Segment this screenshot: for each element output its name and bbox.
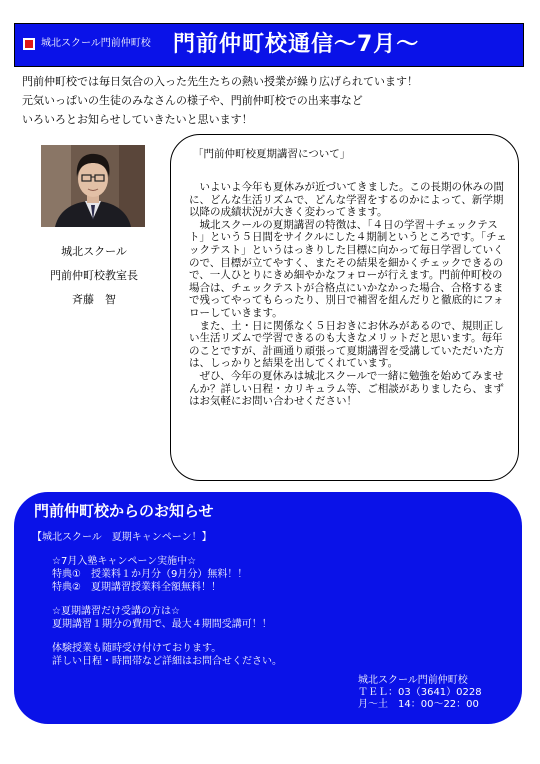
article-paragraph: いよいよ今年も夏休みが近づいてきました。この長期の休みの間に、どんな生活リズムで、どんな学習をするのかによって、新学期以降の成績状況が大きく変わってきます。: [189, 181, 504, 219]
intro-line: いろいろとお知らせしていきたいと思います！: [22, 113, 253, 126]
teacher-portrait-icon: [41, 145, 145, 227]
article-paragraph: 城北スクールの夏期講習の特徴は、「４日の学習＋チェックテスト」という５日間をサイクルにした４期制というところです。「チェックテスト」というはっきりした目標に向かって毎日学習していくので、目標が立てやすく、またその結果を細かくチェックできるので、一人ひとりにきめ細やかなフォローが行えます。門前仲町校の場合は、チェックテストが合格点にいかなかった場合、合格するまで残ってやってもらったり、別日で補習を組んだりと徹底的にフォローしていきます。: [189, 218, 507, 319]
teacher-photo: [41, 145, 145, 227]
header-banner: [14, 23, 524, 67]
notice-panel: [14, 492, 522, 724]
campaign-name: ☆7月入塾キャンペーン実施中☆: [52, 556, 197, 567]
perk-item: 特典② 夏期講習授業料全額無料！！: [52, 582, 221, 593]
teacher-role: 門前仲町校教室長: [50, 269, 138, 282]
summer-only-heading: ☆夏期講習だけ受講の方は☆: [52, 606, 180, 617]
article-paragraph: また、土・日に関係なく５日おきにお休みがあるので、規則正しい生活リズムで学習できるのも大きなメリットだと思います。毎年のことですが、計画通り頑張って夏期講習を受講していただいた方は、しっかりと結果を出してくれています。: [189, 319, 504, 370]
perk-item: 特典① 授業料１か月分（9月分）無料！！: [52, 569, 248, 580]
intro-line: 元気いっぱいの生徒のみなさんの様子や、門前仲町校での出来事など: [22, 94, 363, 107]
trial-text: 詳しい日程・時間帯など詳細はお問合せください。: [52, 656, 282, 667]
article-body: [189, 181, 507, 408]
summer-only-detail: 夏期講習１期分の費用で、最大４期間受講可！！: [52, 619, 272, 630]
page-title: 門前仲町校通信〜7月〜: [173, 32, 420, 57]
banner-school-name: 城北スクール門前仲町校: [41, 38, 151, 49]
campaign-heading: 【城北スクール 夏期キャンペーン！】: [32, 532, 212, 543]
teacher-caption: [22, 240, 166, 312]
contact-tel: ＴＥＬ：03（3641）0228: [358, 687, 482, 698]
intro-line: 門前仲町校では毎日気合の入った先生たちの熱い授業が繰り広げられています！: [22, 75, 418, 88]
intro-text: [22, 72, 522, 129]
teacher-school: 城北スクール: [61, 245, 127, 258]
article-paragraph: ぜひ、今年の夏休みは城北スクールで一緒に勉強を始めてみませんか？詳しい日程・カリキュラム等、ご相談がありましたら、まずはお気軽にお問い合わせください！: [189, 369, 504, 408]
teacher-name: 斉藤 智: [72, 293, 116, 306]
article-box: [170, 134, 519, 481]
contact-hours: 月〜土 14：00〜22：00: [358, 699, 479, 710]
trial-text: 体験授業も随時受け付けております。: [52, 643, 222, 654]
school-logo-icon: [23, 38, 35, 50]
notice-title: 門前仲町校からのお知らせ: [34, 502, 214, 520]
article-title: 「門前仲町校夏期講習について」: [193, 148, 351, 160]
contact-info: [358, 675, 482, 711]
contact-name: 城北スクール門前仲町校: [358, 675, 468, 686]
